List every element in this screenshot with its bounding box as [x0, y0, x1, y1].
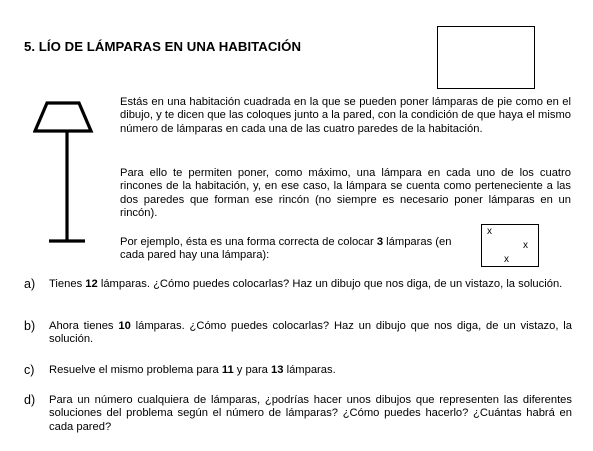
answer-box [437, 26, 535, 89]
question-d [24, 394, 572, 434]
question-letter: b) [24, 319, 36, 333]
lamp-mark: x [504, 254, 509, 265]
floor-lamp-icon [33, 101, 103, 245]
question-text: Resuelve el mismo problema para 11 y para 13 lámparas. [49, 364, 336, 376]
question-a [24, 278, 572, 291]
lamp-mark: x [523, 240, 528, 251]
question-text: Tienes 12 lámparas. ¿Cómo puedes colocarlas? Haz un dibujo que nos diga, de un vistazo, la solución. [49, 278, 563, 290]
intro-paragraph-3: Por ejemplo, ésta es una forma correcta de colocar 3 lámparas (en cada pared hay una lámpara): [120, 236, 452, 262]
question-letter: a) [24, 277, 36, 291]
problem-title: 5. LÍO DE LÁMPARAS EN UNA HABITACIÓN [24, 39, 302, 54]
question-text: Ahora tienes 10 lámparas. ¿Cómo puedes colocarlas? Haz un dibujo que nos diga, de un vistazo, la solución. [49, 320, 572, 346]
lamp-mark: x [487, 226, 492, 237]
example-room-diagram [481, 224, 539, 267]
intro-paragraph-2: Para ello te permiten poner, como máximo, una lámpara en cada uno de los cuatro rincones de la habitación, y, en ese caso, la lámpara se cuenta como perteneciente a las dos paredes que forman ese rincón (no siempre es necesario poner lámparas en un rincón). [120, 167, 571, 219]
question-c [24, 364, 572, 377]
intro-paragraph-1: Estás en una habitación cuadrada en la que se pueden poner lámparas de pie como en el dibujo, y te dicen que las coloques junto a la pared, con la condición de que haya el mismo número de lámparas en cada una de las cuatro paredes de la habitación. [120, 96, 571, 135]
question-letter: c) [24, 363, 35, 377]
question-letter: d) [24, 393, 36, 407]
question-text: Para un número cualquiera de lámparas, ¿podrías hacer unos dibujos que representen las diferentes soluciones del problema según el número de lámparas? ¿Cómo puedes hacerlo? ¿Cuántas habrá en cada pared? [49, 394, 572, 433]
question-b [24, 320, 572, 347]
